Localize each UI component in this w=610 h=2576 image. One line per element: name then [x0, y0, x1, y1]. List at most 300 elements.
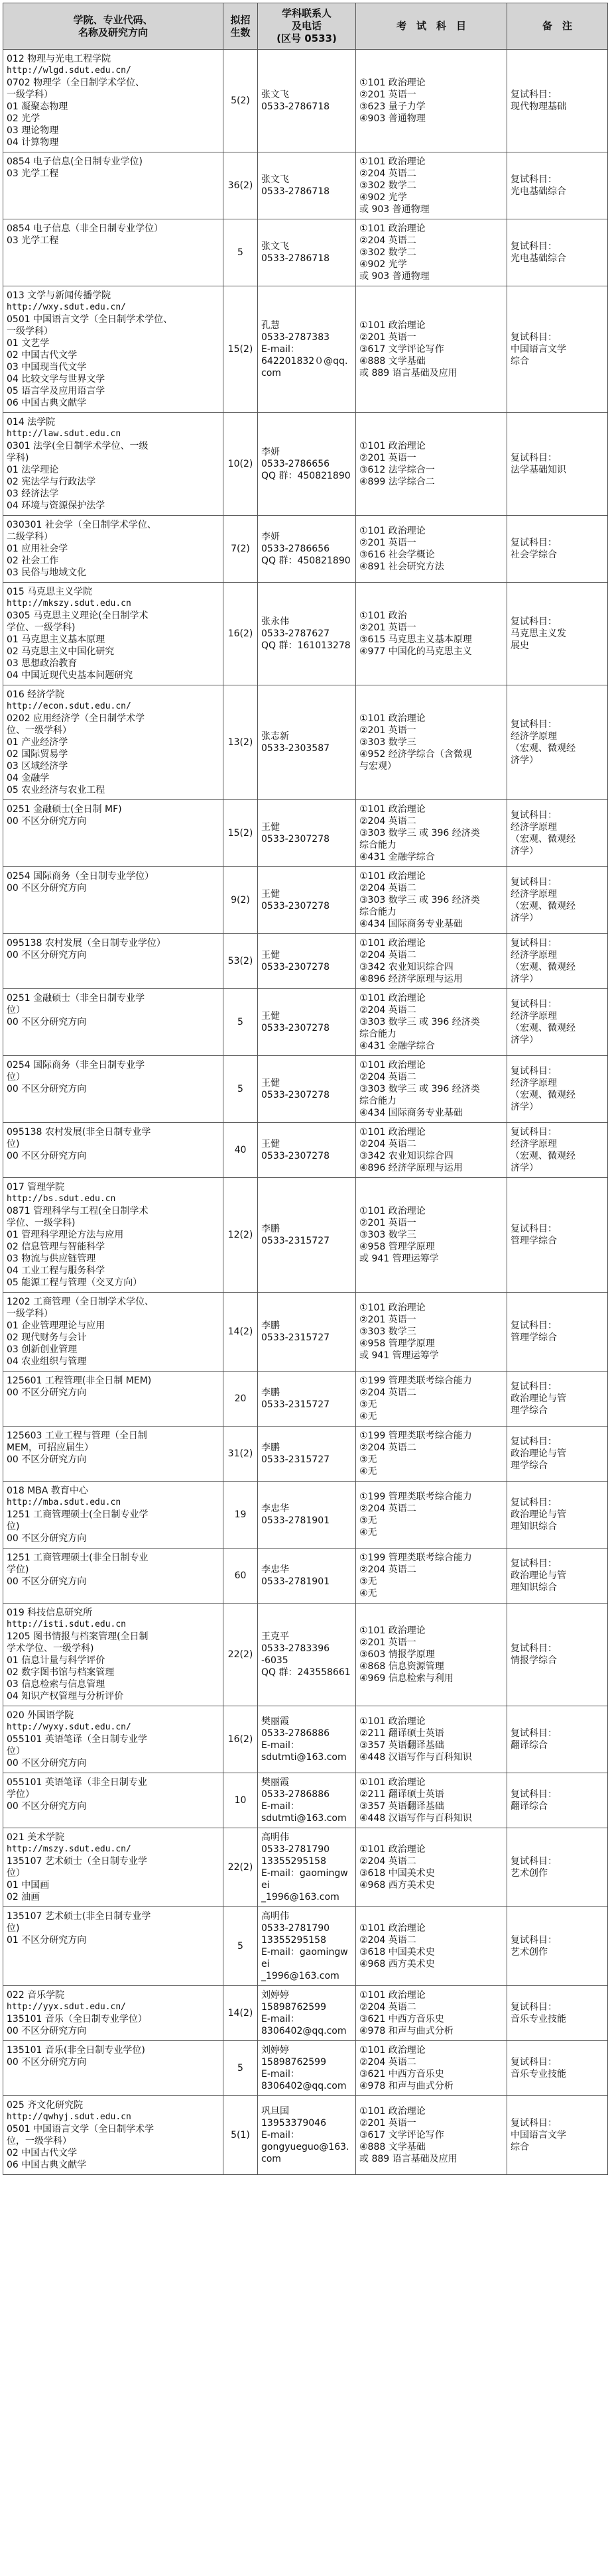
cell-line: 0533-2786718 — [261, 101, 330, 112]
cell-line: （宏观、微观经 — [511, 1090, 576, 1100]
cell-line: 0254 国际商务（全日制专业学位） — [7, 871, 154, 882]
exam-subjects-cell — [356, 286, 507, 413]
department-cell — [3, 583, 223, 685]
department-cell — [3, 1056, 223, 1123]
cell-line: ④888 文学基础 — [359, 2142, 426, 2152]
cell-line: 综合能力 — [359, 907, 396, 917]
cell-line: gongyueguo@163. — [261, 2142, 349, 2152]
cell-line: 王健 — [261, 1139, 280, 1149]
cell-line: E-mail： — [261, 2069, 300, 2079]
cell-line: 复试科目： — [511, 1789, 557, 1800]
cell-line: ②204 英语二 — [359, 950, 416, 961]
cell-line: 0533-2303587 — [261, 743, 330, 754]
cell-line: （宏观、微观经 — [511, 1151, 576, 1161]
department-cell — [3, 934, 223, 989]
cell-line: _1996@163.com — [261, 1971, 339, 1981]
notes-cell — [507, 989, 608, 1056]
exam-subjects-cell — [356, 1773, 507, 1828]
cell-line: ②204 英语二 — [359, 1387, 416, 1398]
cell-line: 0533-2787627 — [261, 628, 330, 639]
cell-line: 情报学综合 — [511, 1655, 557, 1666]
cell-line: 复试科目： — [511, 89, 557, 100]
cell-line: 光电基础综合 — [511, 186, 566, 197]
cell-line: 01 产业经济学 — [7, 737, 68, 748]
cell-line: 王健 — [261, 889, 280, 900]
cell-line: QQ 群：243558661 — [261, 1667, 351, 1678]
cell-line: ③621 中西方音乐史 — [359, 2014, 444, 2024]
exam-subjects-cell — [356, 50, 507, 152]
enrollment-cell: 5 — [223, 1056, 258, 1123]
cell-line: 02 社会工作 — [7, 556, 59, 566]
exam-subjects-cell — [356, 2041, 507, 2096]
cell-line: 经济学原理 — [511, 1011, 557, 1022]
notes-cell — [507, 1773, 608, 1828]
cell-line: 中国语言文学 — [511, 344, 566, 355]
notes-cell — [507, 1482, 608, 1549]
cell-line: 02 光学 — [7, 113, 40, 124]
cell-line: 位） — [7, 1868, 25, 1879]
cell-line: 03 物流与供应链管理 — [7, 1254, 96, 1264]
cell-line: 0533-2307278 — [261, 901, 330, 911]
cell-line: 013 文学与新闻传播学院 — [7, 290, 111, 301]
cell-line: 04 比较文学与世界文学 — [7, 374, 105, 384]
cell-line: （宏观、微观经 — [511, 962, 576, 972]
contact-cell — [258, 1828, 356, 1907]
cell-line: ②201 英语一 — [359, 538, 416, 548]
cell-line: 02 信息管理与智能科学 — [7, 1242, 105, 1252]
cell-line: ①101 政治理论 — [359, 2106, 426, 2117]
cell-line: ③621 中西方音乐史 — [359, 2069, 444, 2079]
table-body — [3, 50, 608, 2175]
table-row — [3, 2096, 608, 2175]
cell-line: ②201 英语一 — [359, 453, 416, 463]
department-cell — [3, 152, 223, 219]
cell-line: 樊丽霞 — [261, 1777, 289, 1788]
cell-line: E-mail： — [261, 2130, 300, 2140]
cell-line: 00 不区分研究方向 — [7, 1084, 87, 1094]
cell-line: ③623 量子力学 — [359, 101, 426, 112]
cell-line: 复试科目： — [511, 1224, 557, 1234]
cell-line: 0254 国际商务（非全日制专业学 — [7, 1060, 145, 1071]
cell-line: http://law.sdut.edu.cn — [7, 429, 121, 439]
cell-line: 016 经济学院 — [7, 689, 65, 700]
cell-line: 01 企业管理理论与应用 — [7, 1320, 105, 1331]
cell-line: ①101 政治理论 — [359, 938, 426, 949]
admission-catalog-page — [3, 3, 607, 2175]
cell-line: ②204 英语二 — [359, 1005, 416, 1016]
cell-line: 理知识综合 — [511, 1582, 557, 1593]
department-cell — [3, 1123, 223, 1178]
enrollment-cell: 5 — [223, 989, 258, 1056]
cell-line: 00 不区分研究方向 — [7, 1533, 87, 1544]
cell-line: 或 941 管理运筹学 — [359, 1350, 439, 1361]
cell-line: ③无 — [359, 1515, 377, 1526]
cell-line: http://yyx.sdut.edu.cn/ — [7, 2002, 127, 2012]
table-row — [3, 2041, 608, 2096]
cell-line: 复试科目： — [511, 1643, 557, 1654]
cell-line: ②201 英语一 — [359, 1315, 416, 1325]
cell-line: 二级学科） — [7, 532, 53, 542]
cell-line: 0533-2786718 — [261, 253, 330, 264]
cell-line: 0533-2781901 — [261, 1515, 330, 1526]
contact-cell — [258, 2096, 356, 2175]
cell-line: ③303 数学三 — [359, 1230, 416, 1240]
cell-line: 复试科目： — [511, 332, 557, 343]
cell-line: sdutmti@163.com — [261, 1752, 347, 1763]
cell-line: 02 马克思主义中国化研究 — [7, 646, 115, 657]
cell-line: ④902 光学 — [359, 192, 407, 203]
enrollment-cell: 22(2) — [223, 1604, 258, 1706]
cell-line: 综合 — [511, 356, 529, 367]
cell-line: 04 农业组织与管理 — [7, 1356, 87, 1367]
department-cell — [3, 1372, 223, 1427]
cell-line: 复试科目： — [511, 2057, 557, 2068]
cell-line: ④903 普通物理 — [359, 113, 426, 124]
cell-line: 03 思想政治教育 — [7, 658, 78, 669]
cell-line: 综合 — [511, 2142, 529, 2152]
cell-line: http://isti.sdut.edu.cn — [7, 1619, 127, 1629]
cell-line: 0251 金融硕士(全日制 MF) — [7, 804, 122, 815]
contact-cell — [258, 1372, 356, 1427]
cell-line: 02 中国古代文学 — [7, 2148, 78, 2158]
cell-line: 济学） — [511, 1163, 538, 1173]
cell-line: ①101 政治理论 — [359, 1060, 426, 1071]
cell-line: 一级学科） — [7, 326, 53, 337]
cell-line: 06 中国古典文献学 — [7, 2160, 87, 2170]
cell-line: QQ 群：161013278 — [261, 640, 351, 651]
cell-line: 位) — [7, 1521, 20, 1532]
cell-line: ④无 — [359, 1527, 377, 1538]
cell-line: 03 光学工程 — [7, 168, 59, 179]
cell-line: ④无 — [359, 1466, 377, 1477]
cell-line: 030301 社会学（全日制学术学位、 — [7, 520, 156, 530]
enrollment-cell: 5(2) — [223, 50, 258, 152]
cell-line: ①101 政治理论 — [359, 871, 426, 882]
cell-line: ②204 英语二 — [359, 2057, 416, 2068]
exam-subjects-cell — [356, 989, 507, 1056]
table-row — [3, 1178, 608, 1293]
cell-line: 00 不区分研究方向 — [7, 883, 87, 894]
department-cell — [3, 989, 223, 1056]
table-row — [3, 867, 608, 934]
cell-line: 位) — [7, 1923, 20, 1934]
exam-subjects-cell — [356, 867, 507, 934]
cell-line: ③616 社会学概论 — [359, 550, 435, 560]
table-row — [3, 1706, 608, 1773]
exam-subjects-cell — [356, 685, 507, 800]
cell-line: http://wxy.sdut.edu.cn/ — [7, 302, 127, 312]
cell-line: 或 889 语言基础及应用 — [359, 368, 457, 379]
notes-cell — [507, 1706, 608, 1773]
cell-line: 0305 马克思主义理论(全日制学术 — [7, 611, 149, 621]
cell-line: 02 国际贸易学 — [7, 749, 68, 760]
cell-line: ④899 法学综合二 — [359, 477, 435, 487]
table-row — [3, 219, 608, 286]
enrollment-cell: 19 — [223, 1482, 258, 1549]
cell-line: 04 工业工程与服务科学 — [7, 1265, 105, 1276]
table-row — [3, 152, 608, 219]
cell-line: 社会学综合 — [511, 550, 557, 560]
cell-line: ①101 政治理论 — [359, 713, 426, 724]
cell-line: 135101 音乐（全日制专业学位） — [7, 2014, 147, 2024]
cell-line: 0301 法学(全日制学术学位、一级 — [7, 441, 149, 451]
cell-line: 张文飞 — [261, 174, 289, 185]
enrollment-cell: 14(2) — [223, 1293, 258, 1372]
table-row — [3, 1123, 608, 1178]
cell-line: 经济学原理 — [511, 822, 557, 833]
contact-cell — [258, 1293, 356, 1372]
table-row — [3, 1293, 608, 1372]
cell-line: ③357 英语翻译基础 — [359, 1740, 444, 1751]
cell-line: 巩旦国 — [261, 2106, 289, 2117]
exam-subjects-cell — [356, 1056, 507, 1123]
cell-line: 642201832０@qq. — [261, 356, 348, 367]
cell-line: ③303 数学三 — [359, 737, 416, 748]
cell-line: 00 不区分研究方向 — [7, 1017, 87, 1027]
cell-line: 复试科目： — [511, 616, 557, 627]
cell-line: ②204 英语二 — [359, 1139, 416, 1149]
cell-line: 一级学科） — [7, 89, 53, 100]
cell-line: 济学） — [511, 1035, 538, 1045]
cell-line: ①101 政治理论 — [359, 1625, 426, 1636]
cell-line: ④977 中国化的马克思主义 — [359, 646, 472, 657]
exam-subjects-cell — [356, 1178, 507, 1293]
exam-subjects-cell — [356, 1907, 507, 1986]
contact-cell — [258, 1482, 356, 1549]
cell-line: 现代物理基础 — [511, 101, 566, 112]
notes-cell — [507, 2096, 608, 2175]
cell-line: 复试科目： — [511, 877, 557, 888]
cell-line: 0501 中国语言文学（全日制学术学位、 — [7, 314, 173, 325]
cell-line: 01 凝聚态物理 — [7, 101, 68, 112]
cell-line: 022 音乐学院 — [7, 1990, 65, 2001]
cell-line: 复试科目： — [511, 241, 557, 252]
cell-line: 音乐专业技能 — [511, 2069, 566, 2079]
cell-line: 刘婷婷 — [261, 1990, 289, 2001]
enrollment-cell: 5 — [223, 2041, 258, 2096]
cell-line: ④958 管理学原理 — [359, 1242, 435, 1252]
cell-line: 0533-2315727 — [261, 1454, 330, 1465]
cell-line: ④431 金融学综合 — [359, 852, 435, 862]
cell-line: 济学） — [511, 1102, 538, 1112]
cell-line: http://bs.sdut.edu.cn — [7, 1194, 116, 1204]
department-cell — [3, 2041, 223, 2096]
cell-line: ②204 英语二 — [359, 1935, 416, 1946]
cell-line: 樊丽霞 — [261, 1716, 289, 1727]
department-cell — [3, 1549, 223, 1604]
cell-line: ①101 政治理论 — [359, 1206, 426, 1216]
cell-line: 张文飞 — [261, 241, 289, 252]
cell-line: 学科) — [7, 453, 29, 463]
cell-line: 李鹏 — [261, 1387, 280, 1398]
cell-line: 翻译综合 — [511, 1740, 548, 1751]
cell-line: 095138 农村发展(非全日制专业学 — [7, 1127, 151, 1138]
cell-line: 综合能力 — [359, 840, 396, 850]
cell-line: ②204 英语二 — [359, 1072, 416, 1083]
cell-line: ②201 英语一 — [359, 89, 416, 100]
enrollment-cell: 5(1) — [223, 2096, 258, 2175]
cell-line: ④434 国际商务专业基础 — [359, 919, 463, 929]
cell-line: 复试科目： — [511, 1558, 557, 1569]
notes-cell — [507, 286, 608, 413]
notes-cell — [507, 1293, 608, 1372]
cell-line: 1251 工商管理硕士(全日制专业学 — [7, 1509, 149, 1520]
exam-subjects-cell — [356, 583, 507, 685]
cell-line: 017 管理学院 — [7, 1182, 65, 1193]
enrollment-cell: 5 — [223, 219, 258, 286]
cell-line: 0533-2786886 — [261, 1728, 330, 1739]
exam-subjects-cell — [356, 1293, 507, 1372]
cell-line: 0533-2781790 — [261, 1923, 330, 1934]
cell-line: ③无 — [359, 1399, 377, 1410]
cell-line: 0533-2307278 — [261, 1023, 330, 1033]
cell-line: （宏观、微观经 — [511, 743, 576, 754]
cell-line: 刘婷婷 — [261, 2045, 289, 2056]
cell-line: 复试科目： — [511, 1066, 557, 1077]
cell-line: 00 不区分研究方向 — [7, 950, 87, 961]
department-cell — [3, 50, 223, 152]
cell-line: 理学综合 — [511, 1460, 548, 1471]
cell-line: 政治理论与管 — [511, 1570, 566, 1581]
enrollment-cell: 5 — [223, 1907, 258, 1986]
cell-line: 03 光学工程 — [7, 235, 59, 246]
cell-line: ①101 政治 — [359, 611, 407, 621]
cell-line: ④888 文学基础 — [359, 356, 426, 367]
cell-line: E-mail： — [261, 1801, 300, 1812]
cell-line: 复试科目： — [511, 999, 557, 1010]
department-cell — [3, 1178, 223, 1293]
cell-line: 复试科目： — [511, 810, 557, 821]
department-cell — [3, 1293, 223, 1372]
cell-line: ③603 情报学原理 — [359, 1649, 435, 1660]
cell-line: 复试科目： — [511, 1856, 557, 1867]
contact-cell — [258, 1178, 356, 1293]
cell-line: ②201 英语一 — [359, 725, 416, 736]
notes-cell — [507, 1828, 608, 1907]
notes-cell — [507, 1549, 608, 1604]
cell-line: 03 信息检索与信息管理 — [7, 1679, 105, 1690]
cell-line: ②204 英语二 — [359, 168, 416, 179]
cell-line: 05 农业经济与农业工程 — [7, 785, 105, 795]
cell-line: 管理学综合 — [511, 1332, 557, 1343]
department-cell — [3, 867, 223, 934]
notes-cell — [507, 1907, 608, 1986]
notes-cell — [507, 1986, 608, 2041]
cell-line: （宏观、微观经 — [511, 1023, 576, 1033]
cell-line: 高明伟 — [261, 1832, 289, 1843]
cell-line: ③342 农业知识综合四 — [359, 1151, 454, 1161]
notes-cell — [507, 1604, 608, 1706]
cell-line: ②201 英语一 — [359, 1637, 416, 1648]
cell-line: ②211 翻译硕士英语 — [359, 1728, 444, 1739]
cell-line: 经济学原理 — [511, 950, 557, 961]
contact-cell — [258, 934, 356, 989]
cell-line: com — [261, 2154, 281, 2164]
notes-cell — [507, 219, 608, 286]
cell-line: （宏观、微观经 — [511, 834, 576, 845]
cell-line: ④448 汉语写作与百科知识 — [359, 1752, 472, 1763]
cell-line: 055101 英语笔译（全日制专业学 — [7, 1734, 147, 1745]
exam-subjects-cell — [356, 934, 507, 989]
cell-line: 复试科目： — [511, 938, 557, 949]
cell-line: 02 现代财务与会计 — [7, 1332, 87, 1343]
cell-line: 一级学科） — [7, 1309, 53, 1319]
enrollment-cell: 16(2) — [223, 583, 258, 685]
cell-line: ③618 中国美术史 — [359, 1868, 435, 1879]
table-row — [3, 1604, 608, 1706]
notes-cell — [507, 800, 608, 867]
cell-line: 复试科目： — [511, 2002, 557, 2013]
cell-line: 张志新 — [261, 731, 289, 742]
cell-line: ④431 金融学综合 — [359, 1041, 435, 1051]
exam-subjects-cell — [356, 1986, 507, 2041]
cell-line: 政治理论与管 — [511, 1393, 566, 1404]
cell-line: ③617 文学评论写作 — [359, 344, 444, 355]
cell-line: ①101 政治理论 — [359, 441, 426, 451]
cell-line: E-mail： — [261, 344, 300, 355]
cell-line: ④891 社会研究方法 — [359, 561, 444, 572]
cell-line: 00 不区分研究方向 — [7, 1758, 87, 1769]
contact-cell — [258, 867, 356, 934]
cell-line: 或 903 普通物理 — [359, 204, 430, 215]
cell-line: （宏观、微观经 — [511, 901, 576, 911]
cell-line: 0533-2786656 — [261, 544, 330, 554]
cell-line: 或 903 普通物理 — [359, 271, 430, 282]
cell-line: 0871 管理科学与工程(全日制学术 — [7, 1206, 149, 1216]
cell-line: 02 油画 — [7, 1892, 40, 1903]
table-row — [3, 989, 608, 1056]
cell-line: 综合能力 — [359, 1096, 396, 1106]
cell-line: 0533-2787383 — [261, 332, 330, 343]
cell-line: 021 美术学院 — [7, 1832, 65, 1843]
enrollment-cell: 15(2) — [223, 286, 258, 413]
cell-line: 012 物理与光电工程学院 — [7, 54, 111, 64]
cell-line: 张文飞 — [261, 89, 289, 100]
cell-line: 0533-2315727 — [261, 1399, 330, 1410]
cell-line: ④434 国际商务专业基础 — [359, 1108, 463, 1118]
cell-line: http://wyxy.sdut.edu.cn/ — [7, 1722, 131, 1732]
cell-line: ②204 英语二 — [359, 1856, 416, 1867]
cell-line: 学位） — [7, 1789, 34, 1800]
contact-cell — [258, 800, 356, 867]
cell-line: 复试科目： — [511, 174, 557, 185]
cell-line: 01 文艺学 — [7, 338, 50, 349]
cell-line: ③303 数学三 或 396 经济类 — [359, 1017, 480, 1027]
cell-line: 理学综合 — [511, 1405, 548, 1416]
cell-line: ④868 信息资源管理 — [359, 1661, 444, 1672]
cell-line: ④952 经济学综合（含微观 — [359, 749, 472, 760]
cell-line: 王健 — [261, 1011, 280, 1022]
cell-line: ①101 政治理论 — [359, 1777, 426, 1788]
cell-line: 展史 — [511, 640, 529, 651]
cell-line: 位，一级学科） — [7, 2136, 72, 2146]
table-row — [3, 1828, 608, 1907]
cell-line: ③303 数学三 或 396 经济类 — [359, 828, 480, 839]
department-cell — [3, 219, 223, 286]
cell-line: 位） — [7, 1072, 25, 1083]
cell-line: 王健 — [261, 950, 280, 961]
enrollment-cell: 15(2) — [223, 800, 258, 867]
cell-line: ③342 农业知识综合四 — [359, 962, 454, 972]
table-row — [3, 800, 608, 867]
cell-line: http://wlgd.sdut.edu.cn/ — [7, 66, 131, 76]
cell-line: 学位、一级学科) — [7, 622, 76, 633]
exam-subjects-cell — [356, 152, 507, 219]
cell-line: 复试科目： — [511, 453, 557, 463]
cell-line: 055101 英语笔译（非全日制专业 — [7, 1777, 147, 1788]
cell-line: 05 能源工程与管理（交叉方向） — [7, 1277, 143, 1288]
cell-line: ①101 政治理论 — [359, 526, 426, 536]
